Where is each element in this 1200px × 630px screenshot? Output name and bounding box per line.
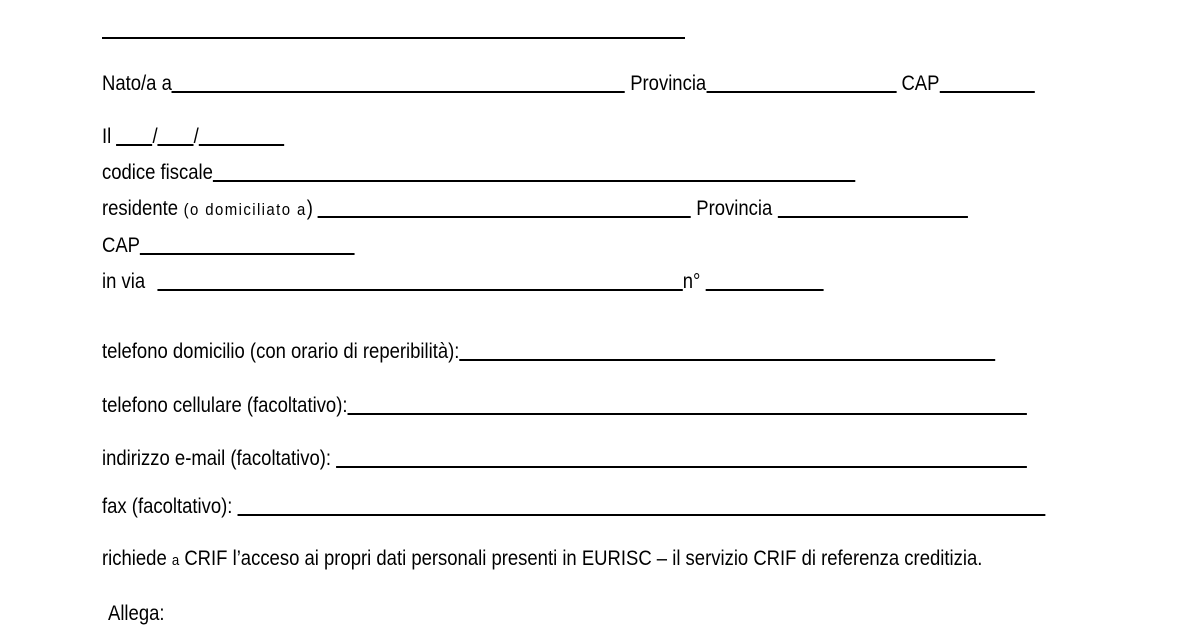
birth-year-field[interactable] (199, 125, 284, 146)
street-number-label: n° (682, 270, 701, 293)
mobile-phone-row (102, 393, 1027, 419)
email-row (102, 446, 1027, 472)
birth-province-field[interactable] (706, 72, 896, 93)
fax-label: fax (facoltativo): (102, 495, 233, 518)
birth-province-label: Provincia (630, 72, 707, 95)
residence-cap-label: CAP (102, 234, 141, 257)
birthdate-label: Il (102, 125, 112, 148)
home-phone-row (102, 339, 995, 365)
email-label: indirizzo e-mail (facoltativo): (102, 447, 332, 470)
resident-label: residente (102, 197, 179, 220)
residence-cap-row (102, 233, 355, 259)
birth-cap-label: CAP (901, 72, 940, 95)
birthdate-row (102, 124, 284, 150)
email-field[interactable] (336, 447, 1027, 468)
residence-province-label: Provincia (696, 197, 773, 220)
birthplace-field[interactable] (172, 72, 625, 93)
mobile-phone-field[interactable] (348, 394, 1027, 415)
resident-alt-label: (o domiciliato a (178, 200, 307, 219)
home-phone-label: telefono domicilio (con orario di reperibilità): (102, 340, 460, 363)
birthplace-row (102, 71, 1034, 97)
mobile-phone-label: telefono cellulare (facoltativo): (102, 394, 348, 417)
attachments-row (108, 601, 165, 627)
street-row (102, 269, 823, 295)
residence-cap-field[interactable] (140, 234, 355, 255)
residence-city-field[interactable] (318, 197, 691, 218)
resident-close: ) (306, 197, 313, 220)
request-a: a (171, 552, 180, 569)
date-separator: / (193, 125, 199, 148)
fiscal-code-field[interactable] (213, 161, 855, 182)
residence-province-field[interactable] (777, 197, 967, 218)
birthplace-label: Nato/a a (102, 72, 172, 95)
attach-label: Allega: (108, 602, 165, 625)
birth-day-field[interactable] (116, 125, 152, 146)
home-phone-field[interactable] (459, 340, 995, 361)
request-lead: richiede (102, 547, 172, 570)
fax-field[interactable] (238, 495, 1046, 516)
request-text: CRIF l’acceso ai propri dati personali presenti in EURISC – il servizio CRIF di referenza creditizia. (179, 547, 983, 570)
name-line-field[interactable] (102, 37, 685, 39)
date-separator: / (152, 125, 158, 148)
birth-cap-field[interactable] (939, 72, 1034, 93)
fax-row (102, 494, 1045, 520)
request-statement (102, 546, 982, 572)
fiscal-code-label: codice fiscale (102, 161, 213, 184)
street-number-field[interactable] (706, 270, 824, 291)
birth-month-field[interactable] (158, 125, 194, 146)
residence-row (102, 196, 968, 222)
street-label: in via (102, 270, 146, 293)
fiscal-code-row (102, 160, 855, 186)
street-field[interactable] (157, 270, 682, 291)
